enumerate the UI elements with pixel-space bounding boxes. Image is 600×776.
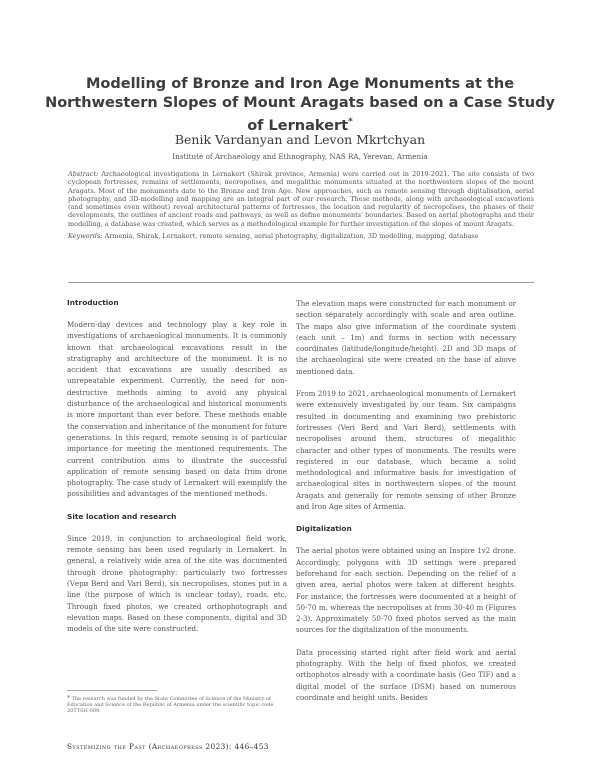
footnote-mark: * <box>67 695 70 702</box>
paper-title-text: Modelling of Bronze and Iron Age Monuments at the Northwestern Slopes of Mount Aragats based on a Case Study of Lernakert <box>45 76 555 134</box>
title-footnote-mark: * <box>348 117 353 127</box>
footnote <box>67 696 277 715</box>
footnote-text: The research was funded by the State Committee of Science of the Ministry of Education and Science of the Republic of Armenia under the scientific topic code 20TTSH-009. <box>67 696 274 715</box>
page-footer: Systemizing the Past (Archaeopress 2023): 446–453 <box>67 742 269 751</box>
abstract-label: Abstract: <box>68 170 99 178</box>
footnote-divider <box>67 690 157 691</box>
body-paragraph: From 2019 to 2021, archaeological monuments of Lernakert were extensively investigated by our team. Six campaigns resulted in documenting and examining two prehistoric fortresses (Veri Berd and Vari Berd), settlements with necropolises around them, structures of megalithic character and other types of monuments. The results were registered in our database, which became a solid methodological and informative basis for investigation of archaeological sites in northwestern slopes of the mount Aragats and generally for remote sensing of other Bronze and Iron Age sites of Armenia. <box>296 389 516 512</box>
section-heading: Introduction <box>67 298 119 307</box>
authors: Benik Vardanyan and Levon Mkrtchyan <box>174 132 426 147</box>
keywords-label: Keywords: <box>68 232 103 241</box>
body-paragraph: Data processing started right after field work and aerial photography. With the help of fixed photos, we created orthophotos already with a coordinate basis (Geo TIF) and a digital model of the surface (DSM) based on numerous coordinate and height units. Besides <box>296 647 516 702</box>
abstract-divider <box>68 282 534 283</box>
section-heading: Site location and research <box>67 511 177 521</box>
keywords-text: Armenia, Shirak, Lernakert, remote sensing, aerial photography, digitalization, 3D modelling, mapping, database <box>104 232 479 241</box>
keywords <box>68 232 534 240</box>
body-paragraph: The elevation maps were constructed for each monument or section separately accordingly with scale and area outline. The maps also give information of the coordinate system (each unit – 1m) and forms in section with necessary coordinates (latitude/longitude/height). 2D and 3D maps of the archaeological site were created on the base of above mentioned data. <box>296 299 516 376</box>
body-paragraph: The aerial photos were obtained using an Inspire 1v2 drone. Accordingly, polygons with 3D settings were prepared beforehand for each section. Depending on the relief of a given area, aerial photos were taken at different heights. For instance, the fortresses were documented at a height of 50-70 m, whereas the necropolises at from 30-40 m (Figures 2-3). Approximately 50-70 fixed photos served as the main sources for the digitalization of the monuments. <box>296 546 516 635</box>
abstract-block <box>68 170 534 240</box>
paper-title <box>40 75 560 136</box>
abstract <box>68 170 534 228</box>
section-heading: Digitalization <box>296 524 352 534</box>
left-column <box>67 298 287 634</box>
affiliation: Institute of Archaeology and Ethnography, NAS RA, Yerevan, Armenia <box>172 152 428 161</box>
body-paragraph: Since 2019, in conjunction to archaeological field work, remote sensing has been used regularly in Lernakert. In general, a relatively wide area of the site was documented through drone photography: particularly two fortresses (Vери Berd and Vari Berd), six necropolises, stones put in a line (the purpose of which is unclear today), roads, etc. Through fixed photos, we created orthophotograph and elevation maps. Based on these components, digital and 3D models of the site were constructed. <box>67 533 287 634</box>
body-paragraph: Modern-day devices and technology play a key role in investigations of archaeological monuments. It is commonly known that archaeological excavations result in the stratigraphy and architecture of the monument. It is no accident that excavations are usually described as unrepeatable experiment. Currently, the need for non-destructive methods aiming to avoid any physical disturbance of the archaeological and historical monuments is more important than ever before. These methods enable the conservation and inheritance of the monument for future generations. In this regard, remote sensing is of particular importance for meeting the mentioned requirements. The current contribution aims to illustrate the successful application of remote sensing based on data from drone photography. The case study of Lernakert will exemplify the possibilities and advantages of the mentioned methods. <box>67 320 287 499</box>
right-column <box>296 298 516 703</box>
abstract-text: Archaeological investigations in Lernakert (Shirak province, Armenia) were carried out in 2019-2021. The site consists of two cyclopean fortresses, remains of settlements, necropolises, and megalithic monuments situated at the northwestern slopes of the mount Aragats. Most of the monuments date to the Bronze and Iron Age. New approaches, such as remote sensing through digitalisation, aerial photography, and 3D-modelling and mapping are an integral part of our research. These methods, along with archaeological excavations (and sometimes even without) reveal architectural patterns of fortresses, the location and regularity of necropolises, the phases of their developments, the outlines of ancient roads and pathways, as well as define monuments' boundaries. Based on aerial photographs and their modelling, a database was created, which serves as a methodological example for further investigation of the slopes of mount Aragats. <box>68 170 534 228</box>
